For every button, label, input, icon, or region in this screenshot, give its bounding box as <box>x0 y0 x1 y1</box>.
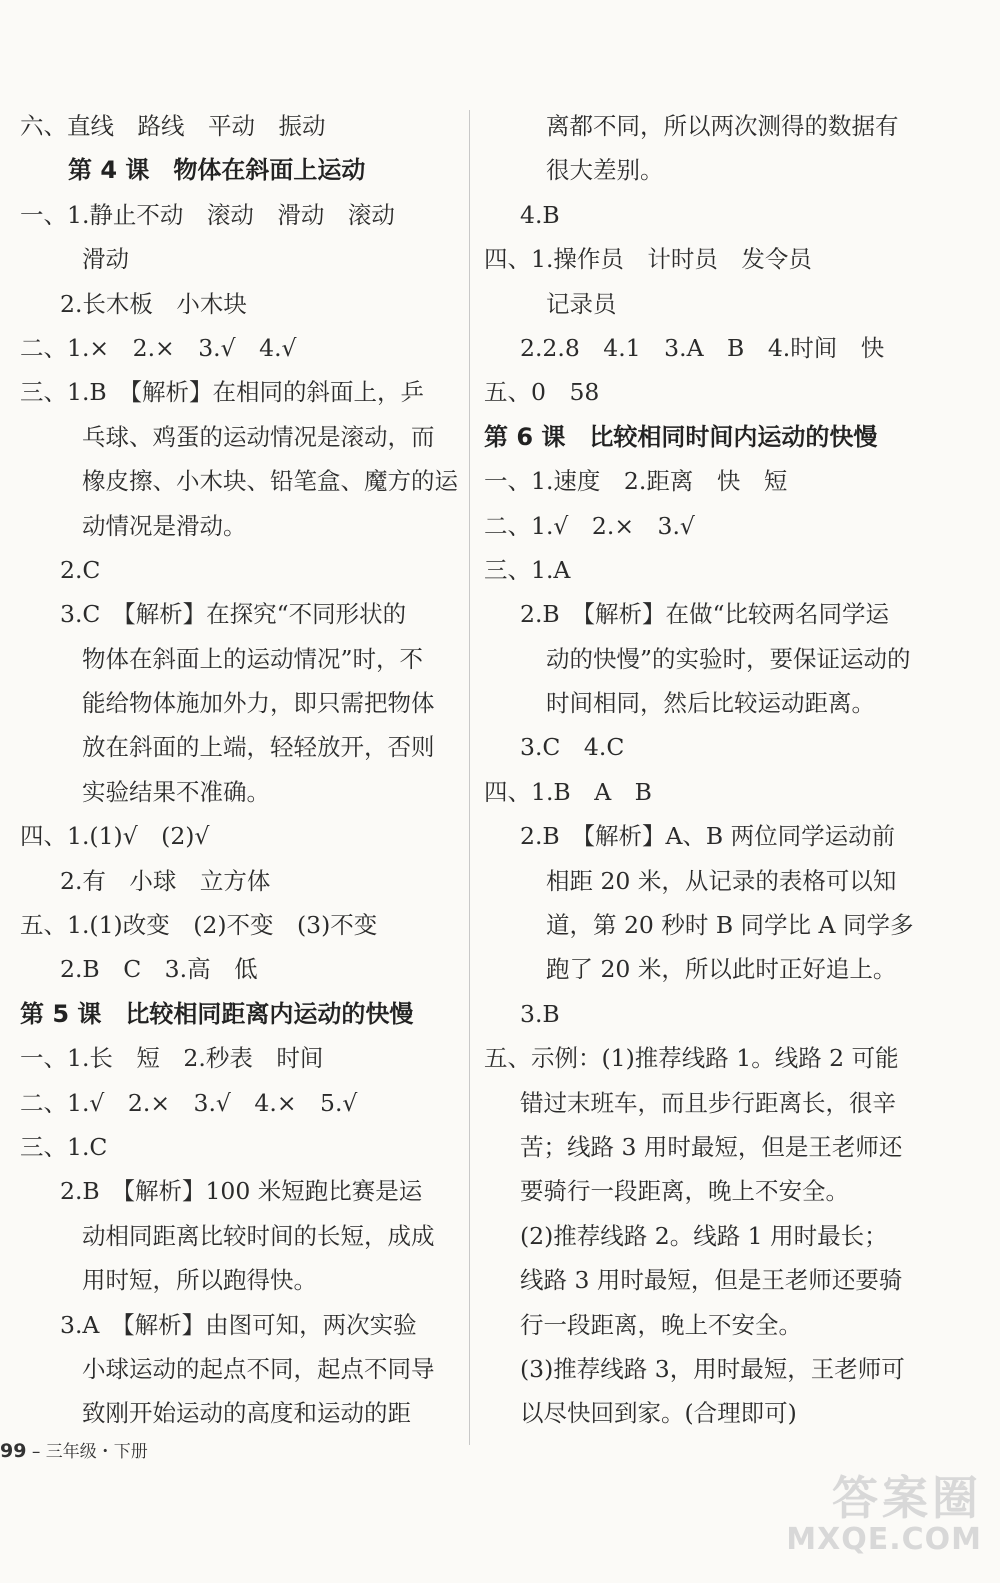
answer-line: 二、1.× 2.× 3.√ 4.√ <box>20 333 297 362</box>
answer-line: 五、示例：(1)推荐线路 1。线路 2 可能 <box>484 1044 899 1073</box>
answer-line: 三、1.B 【解析】在相同的斜面上，乒 <box>20 378 424 407</box>
answer-line: 二、1.√ 2.× 3.√ 4.× 5.√ <box>20 1088 358 1117</box>
lesson-title: 第 6 课 比较相同时间内运动的快慢 <box>484 422 878 451</box>
page-number: 99 <box>0 1440 27 1462</box>
answer-line: 六、直线 路线 平动 振动 <box>20 112 326 140</box>
answer-line: 以尽快回到家。(合理即可) <box>520 1399 797 1428</box>
answer-line: 2.2.8 4.1 3.A B 4.时间 快 <box>520 333 885 362</box>
answer-line: 用时短，所以跑得快。 <box>82 1266 317 1295</box>
answer-line: 小球运动的起点不同，起点不同导 <box>82 1354 435 1383</box>
answer-line: 记录员 <box>546 289 617 318</box>
answer-line: 四、1.(1)√ (2)√ <box>20 822 210 851</box>
answer-line: (3)推荐线路 3，用时最短，王老师可 <box>520 1354 905 1383</box>
answer-line: 五、0 58 <box>484 378 600 407</box>
answer-line: 动的快慢”的实验时，要保证运动的 <box>546 644 911 673</box>
answer-line: 2.B 【解析】100 米短跑比赛是运 <box>60 1177 423 1206</box>
answer-line: 物体在斜面上的运动情况”时，不 <box>82 644 424 673</box>
grade-label: 三年级・下册 <box>45 1442 148 1462</box>
answer-line: 跑了 20 米，所以此时正好追上。 <box>546 955 897 984</box>
answer-line: 致刚开始运动的高度和运动的距 <box>82 1399 411 1428</box>
answer-line: 三、1.A <box>484 555 571 584</box>
column-divider <box>469 110 470 1445</box>
footer-separator: – <box>31 1442 41 1462</box>
answer-line: 实验结果不准确。 <box>82 777 270 806</box>
answer-line: 四、1.B A B <box>484 777 652 806</box>
answer-line: 乓球、鸡蛋的运动情况是滚动，而 <box>82 422 435 451</box>
answer-line: 错过末班车，而且步行距离长，很辛 <box>520 1088 896 1117</box>
answer-line: 一、1.静止不动 滚动 滑动 滚动 <box>20 200 395 229</box>
answer-line: 3.C 【解析】在探究“不同形状的 <box>60 600 407 629</box>
answer-line: 一、1.速度 2.距离 快 短 <box>484 467 788 496</box>
answer-line: (2)推荐线路 2。线路 1 用时最长； <box>520 1221 888 1250</box>
answer-line: 很大差别。 <box>546 156 664 185</box>
answer-line: 3.A 【解析】由图可知，两次实验 <box>60 1310 417 1339</box>
answer-line: 一、1.长 短 2.秒表 时间 <box>20 1044 324 1073</box>
answer-line: 道，第 20 秒时 B 同学比 A 同学多 <box>546 911 914 940</box>
answer-line: 五、1.(1)改变 (2)不变 (3)不变 <box>20 911 378 940</box>
answer-line: 相距 20 米，从记录的表格可以知 <box>546 866 897 895</box>
answer-line: 2.B C 3.高 低 <box>60 955 258 984</box>
answer-line: 苦；线路 3 用时最短，但是王老师还 <box>520 1132 903 1161</box>
page-footer <box>0 1437 148 1462</box>
watermark <box>786 1471 982 1557</box>
answer-line: 线路 3 用时最短，但是王老师还要骑 <box>520 1266 903 1295</box>
answer-line: 2.C <box>60 555 101 584</box>
answer-line: 能给物体施加外力，即只需把物体 <box>82 689 435 718</box>
answer-line: 2.B 【解析】在做“比较两名同学运 <box>520 600 889 629</box>
lesson-title: 第 5 课 比较相同距离内运动的快慢 <box>20 999 414 1028</box>
answer-line: 要骑行一段距离，晚上不安全。 <box>520 1177 849 1206</box>
left-column <box>20 104 460 1436</box>
answer-line: 三、1.C <box>20 1132 108 1161</box>
watermark-url: MXQE.COM <box>786 1522 982 1557</box>
answer-line: 橡皮擦、小木块、铅笔盒、魔方的运 <box>82 467 458 496</box>
answer-line: 2.B 【解析】A、B 两位同学运动前 <box>520 822 896 851</box>
answer-line: 3.C 4.C <box>520 733 625 762</box>
watermark-logo-text: 答案圈 <box>832 1471 982 1525</box>
answer-line: 2.长木板 小木块 <box>60 289 247 318</box>
answer-line: 二、1.√ 2.× 3.√ <box>484 511 695 540</box>
answer-line: 动相同距离比较时间的长短，成成 <box>82 1221 435 1250</box>
right-column <box>484 104 924 1436</box>
answer-line: 行一段距离，晚上不安全。 <box>520 1310 802 1339</box>
answer-line: 时间相同，然后比较运动距离。 <box>546 689 875 718</box>
answer-line: 4.B <box>520 200 560 229</box>
answer-line: 3.B <box>520 999 560 1028</box>
answer-line: 离都不同，所以两次测得的数据有 <box>546 112 899 140</box>
answer-line: 四、1.操作员 计时员 发令员 <box>484 245 812 274</box>
answer-line: 滑动 <box>82 245 129 274</box>
answer-line: 动情况是滑动。 <box>82 511 247 540</box>
answer-line: 放在斜面的上端，轻轻放开，否则 <box>82 733 435 762</box>
lesson-title: 第 4 课 物体在斜面上运动 <box>68 156 366 185</box>
answer-line: 2.有 小球 立方体 <box>60 866 271 895</box>
